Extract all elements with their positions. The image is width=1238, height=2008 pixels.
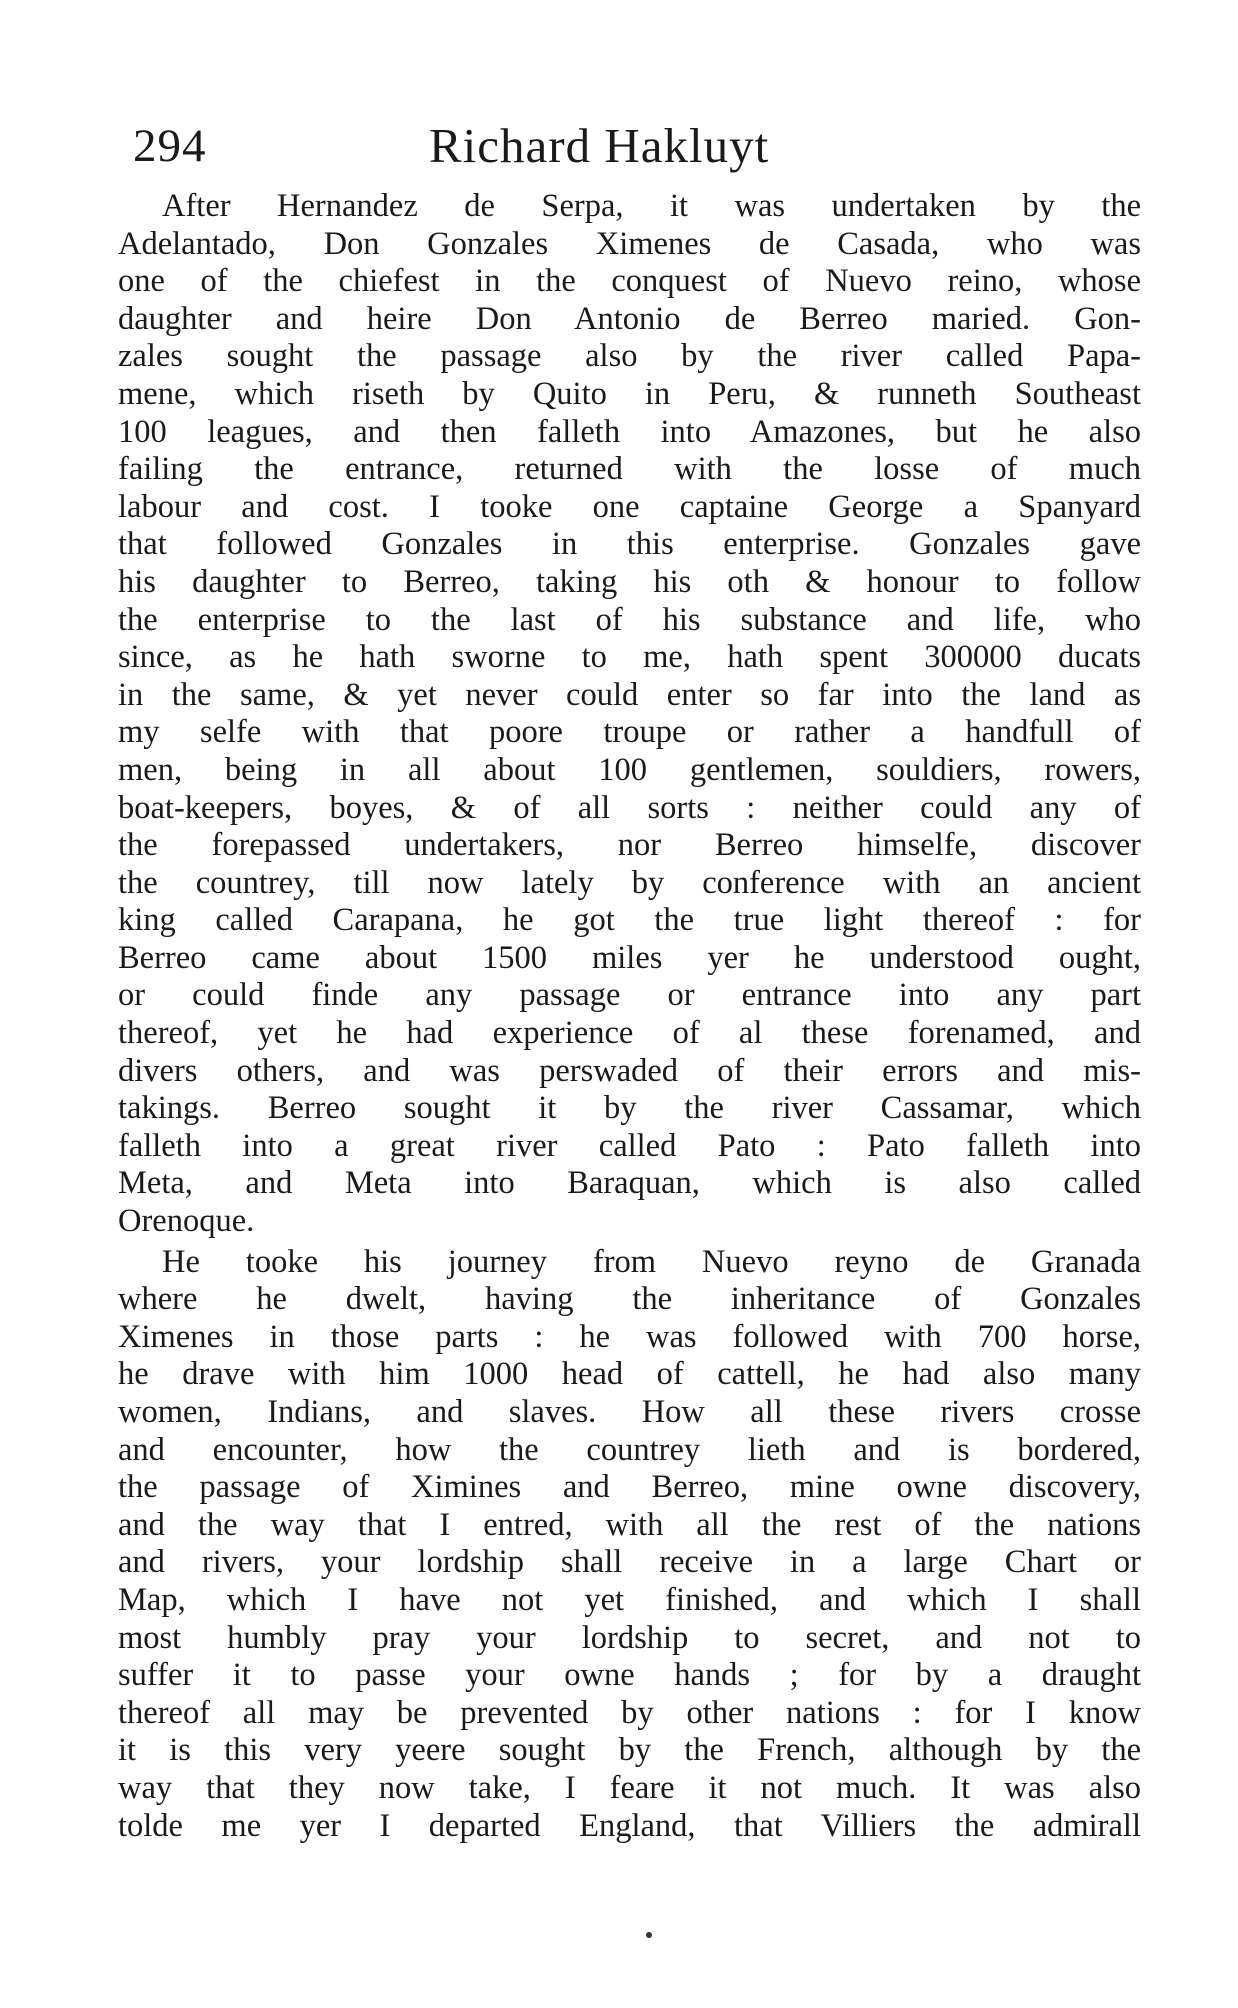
- text-line: boat-keepers, boyes, & of all sorts : neither could any of: [118, 789, 1141, 826]
- text-line: thereof, yet he had experience of al these forenamed, and: [118, 1015, 1141, 1052]
- text-line: and rivers, your lordship shall receive in a large Chart or: [118, 1544, 1141, 1581]
- text-line: tolde me yer I departed England, that Villiers the admirall: [118, 1807, 1141, 1844]
- page-number: 294: [133, 120, 207, 172]
- text-line: or could finde any passage or entrance into any part: [118, 977, 1141, 1014]
- body-text: [118, 188, 1141, 1845]
- text-line: his daughter to Berreo, taking his oth & honour to follow: [118, 563, 1141, 600]
- text-line: Map, which I have not yet finished, and which I shall: [118, 1581, 1141, 1618]
- text-line: king called Carapana, he got the true light thereof : for: [118, 902, 1141, 939]
- page-header: [133, 116, 853, 186]
- text-line: the passage of Ximines and Berreo, mine owne discovery,: [118, 1469, 1141, 1506]
- text-line: in the same, & yet never could enter so far into the land as: [118, 676, 1141, 713]
- text-line: since, as he hath sworne to me, hath spent 300000 ducats: [118, 639, 1141, 676]
- text-line: the countrey, till now lately by conference with an ancient: [118, 864, 1141, 901]
- text-line: daughter and heire Don Antonio de Berreo maried. Gon-: [118, 300, 1141, 337]
- text-line: takings. Berreo sought it by the river Cassamar, which: [118, 1090, 1141, 1127]
- text-line: After Hernandez de Serpa, it was undertaken by the: [162, 188, 1141, 224]
- text-line: and encounter, how the countrey lieth and is bordered,: [118, 1431, 1141, 1468]
- text-line: way that they now take, I feare it not much. It was also: [118, 1769, 1141, 1806]
- paragraph-2: [118, 1244, 1141, 1846]
- text-line: 100 leagues, and then falleth into Amazones, but he also: [118, 413, 1141, 450]
- text-line: Adelantado, Don Gonzales Ximenes de Casada, who was: [118, 225, 1141, 262]
- text-line: zales sought the passage also by the river called Papa-: [118, 338, 1141, 375]
- text-line: the forepassed undertakers, nor Berreo himselfe, discover: [118, 827, 1141, 864]
- text-line: divers others, and was perswaded of their errors and mis-: [118, 1052, 1141, 1089]
- text-line: suffer it to passe your owne hands ; for by a draught: [118, 1657, 1141, 1694]
- text-line: it is this very yeere sought by the French, although by the: [118, 1732, 1141, 1769]
- text-line: and the way that I entred, with all the rest of the nations: [118, 1506, 1141, 1543]
- text-line: failing the entrance, returned with the losse of much: [118, 451, 1141, 488]
- text-line: labour and cost. I tooke one captaine George a Spanyard: [118, 488, 1141, 525]
- text-line: Orenoque.: [118, 1203, 255, 1240]
- text-line: Berreo came about 1500 miles yer he understood ought,: [118, 939, 1141, 976]
- text-line: he drave with him 1000 head of cattell, he had also many: [118, 1356, 1141, 1393]
- text-line: the enterprise to the last of his substance and life, who: [118, 601, 1141, 638]
- text-line: most humbly pray your lordship to secret, and not to: [118, 1619, 1141, 1656]
- text-line: one of the chiefest in the conquest of Nuevo reino, whose: [118, 263, 1141, 300]
- text-line: women, Indians, and slaves. How all these rivers crosse: [118, 1394, 1141, 1430]
- text-line: falleth into a great river called Pato : Pato falleth into: [118, 1127, 1141, 1164]
- text-line: He tooke his journey from Nuevo reyno de Granada: [162, 1243, 1141, 1280]
- text-line: Meta, and Meta into Baraquan, which is also called: [118, 1165, 1141, 1202]
- print-speck: [646, 1932, 652, 1938]
- text-line: men, being in all about 100 gentlemen, souldiers, rowers,: [118, 751, 1141, 788]
- text-line: where he dwelt, having the inheritance of Gonzales: [118, 1281, 1141, 1318]
- text-line: that followed Gonzales in this enterprise. Gonzales gave: [118, 526, 1141, 563]
- running-head: Richard Hakluyt: [429, 118, 770, 173]
- text-line: thereof all may be prevented by other nations : for I know: [118, 1694, 1141, 1731]
- text-line: Ximenes in those parts : he was followed with 700 horse,: [118, 1318, 1141, 1355]
- text-line: my selfe with that poore troupe or rather a handfull of: [118, 714, 1141, 751]
- text-line: mene, which riseth by Quito in Peru, & runneth Southeast: [118, 375, 1141, 412]
- paragraph-1: [118, 188, 1141, 1241]
